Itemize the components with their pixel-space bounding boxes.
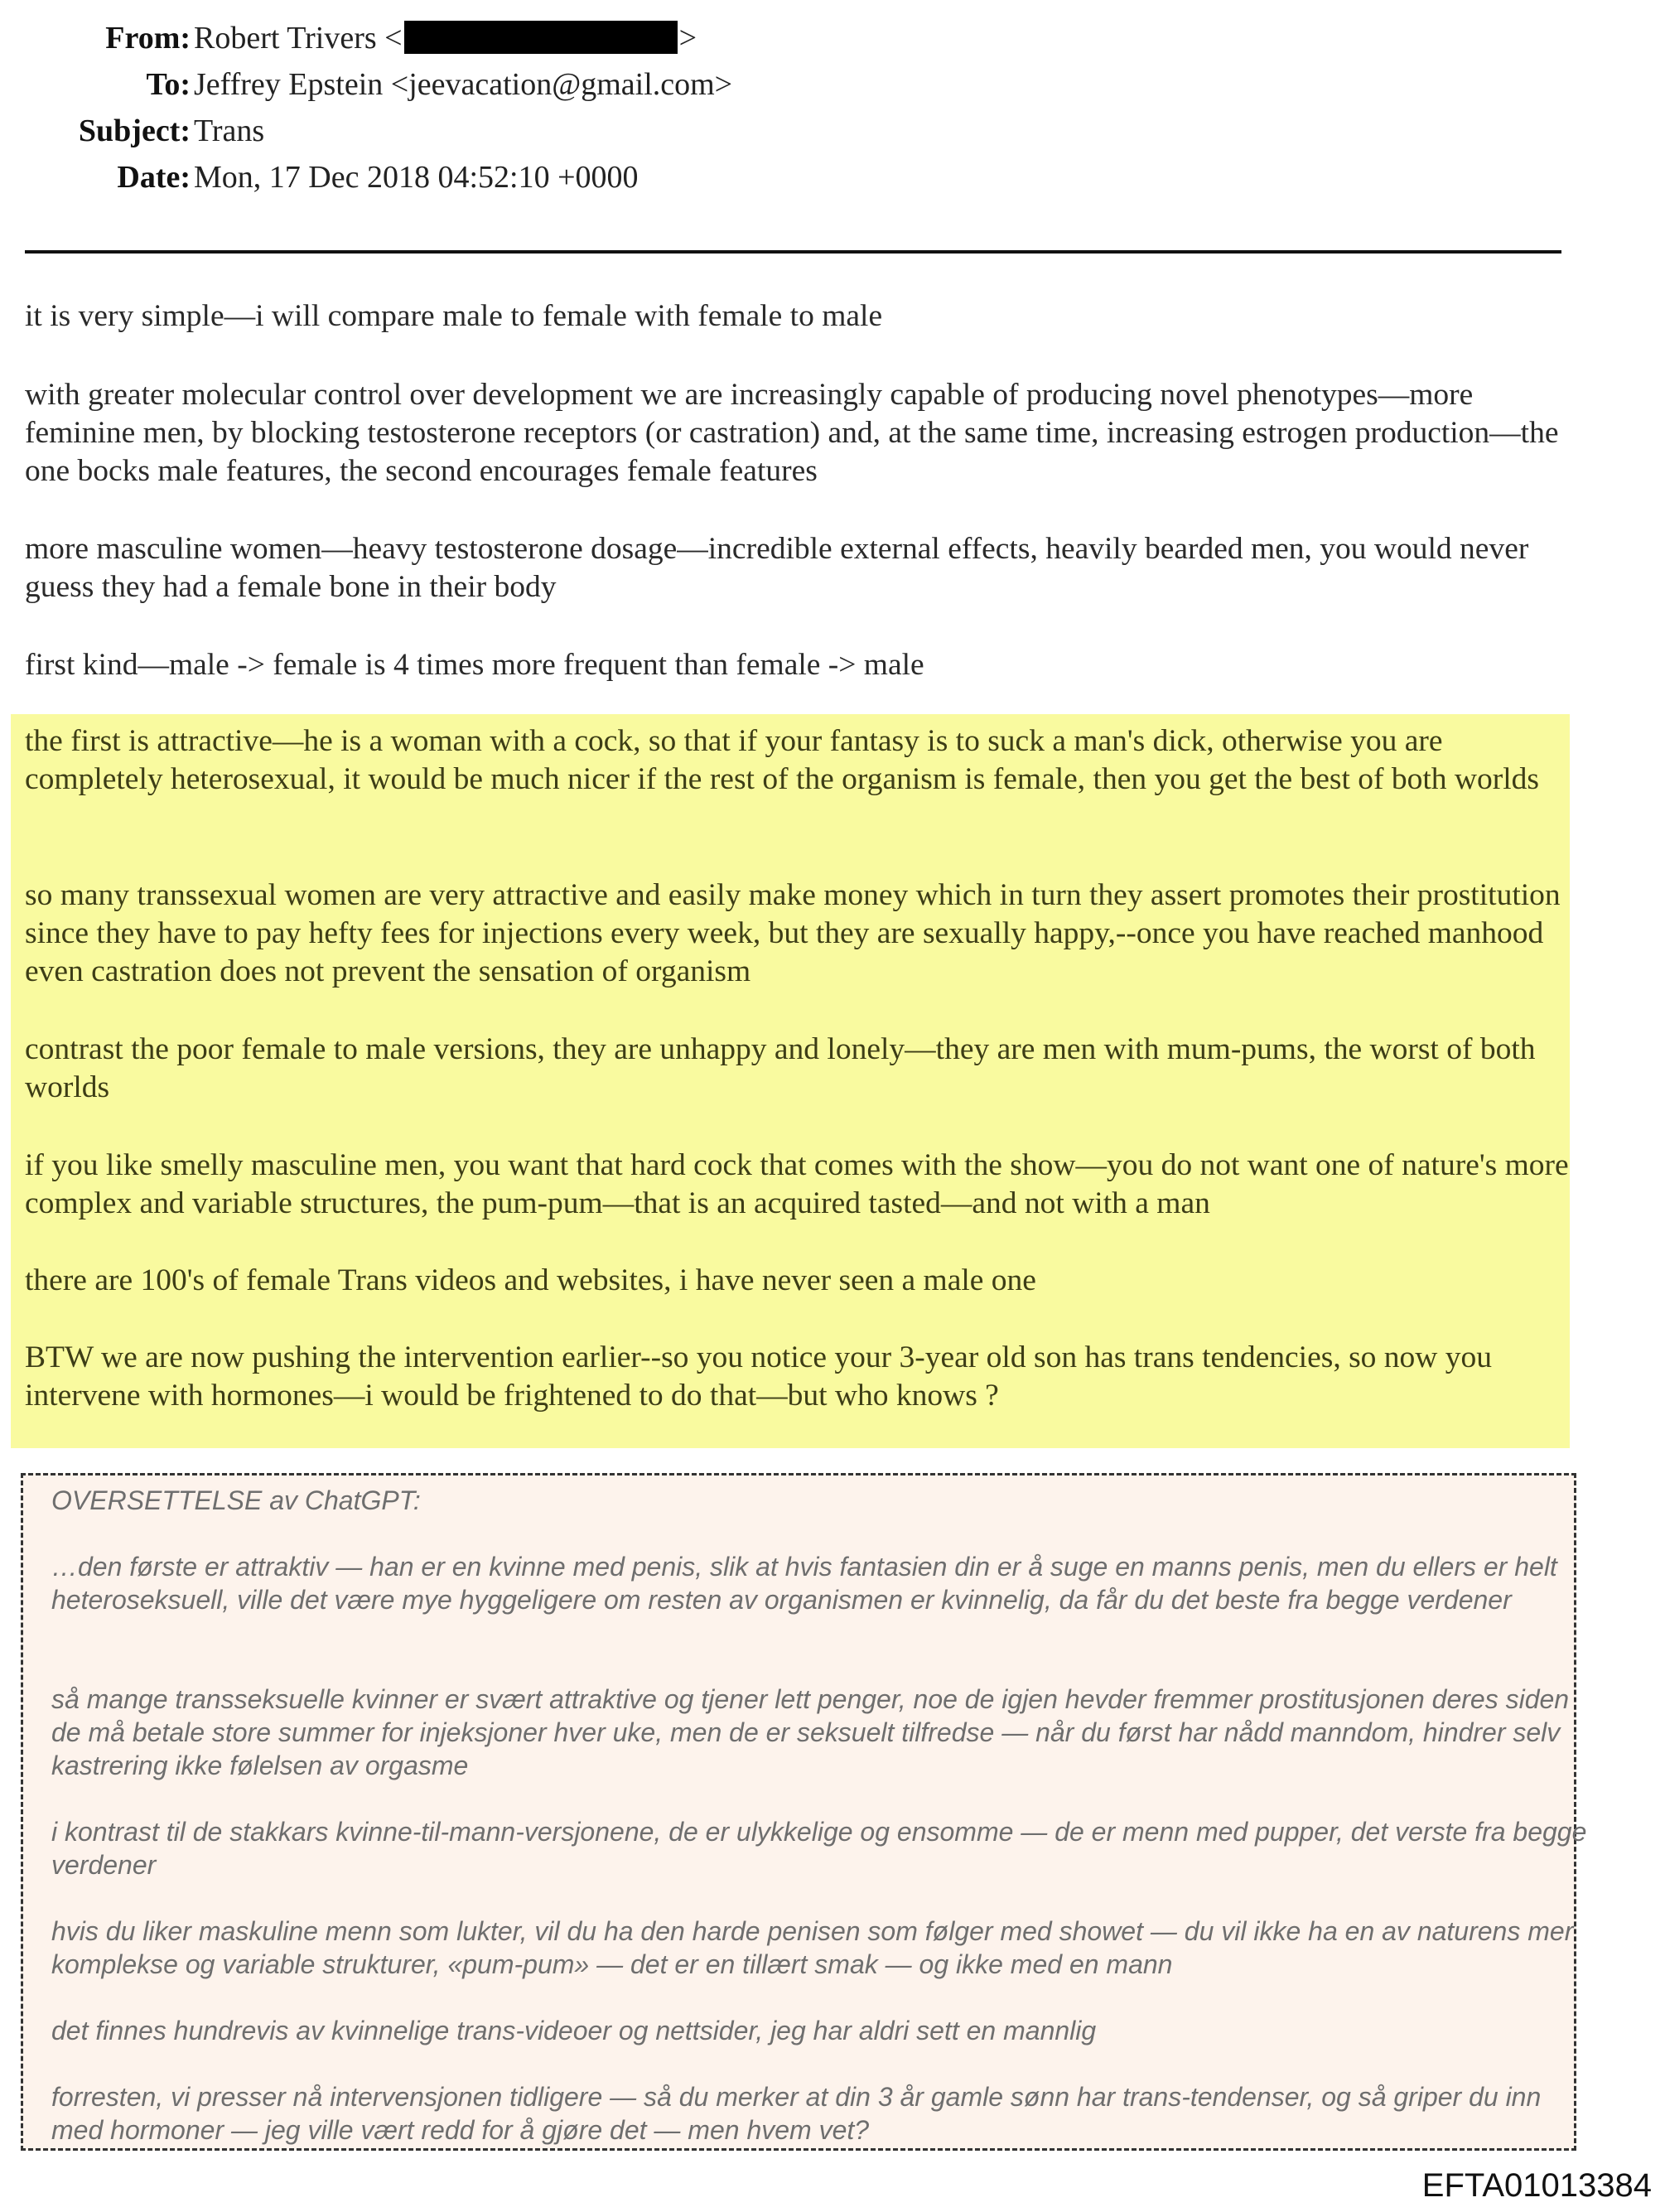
translation-paragraph: hvis du liker maskuline menn som lukter, vil du ha den harde penisen som følger med showet — du vil ikke ha en av naturens mer komplekse og variable strukturer, «pum-pum» — det er en tillært smak — og ikke med en mann — [51, 1916, 1574, 1979]
highlighted-paragraph: BTW we are now pushing the intervention earlier--so you notice your 3-year old son has trans tendencies, so now you intervene with hormones—i would be frightened to do that—but who knows ? — [25, 1340, 1493, 1413]
subject-label: Subject: — [78, 113, 191, 148]
subject-row — [0, 108, 1574, 154]
date-row — [0, 154, 1574, 200]
translation-heading: OVERSETTELSE av ChatGPT: — [51, 1485, 421, 1515]
translation-paragraph: forresten, vi presser nå intervensjonen tidligere — så du merker at din 3 år gamle sønn har trans-tendenser, og så griper du inn med hormoner — jeg ville vært redd for å gjøre det — men hvem vet? — [51, 2082, 1542, 2145]
redaction-bar — [404, 21, 678, 54]
from-row — [0, 15, 1574, 61]
translation-paragraph: …den første er attraktiv — han er en kvinne med penis, slik at hvis fantasien din er å suge en manns penis, men du ellers er helt heteroseksuell, ville det være mye hyggeligere om resten av organismen er kvinnelig, da får du det beste fra begge verdener — [51, 1552, 1557, 1615]
body-paragraph: it is very simple—i will compare male to female with female to male — [25, 299, 883, 333]
from-label: From: — [105, 21, 191, 56]
date-label: Date: — [117, 160, 191, 195]
body-paragraph: with greater molecular control over development we are increasingly capable of producing novel phenotypes—more feminine men, by blocking testosterone receptors (or castration) and, at the same time, increasing estrogen production—the one bocks male features, the second encourages female features — [25, 378, 1559, 488]
body-paragraph: more masculine women—heavy testosterone dosage—incredible external effects, heavily bearded men, you would never guess they had a female bone in their body — [25, 532, 1529, 604]
highlighted-paragraph: contrast the poor female to male versions, they are unhappy and lonely—they are men with mum-pums, the worst of both worlds — [25, 1032, 1536, 1104]
from-value — [194, 15, 697, 61]
highlighted-paragraph: so many transsexual women are very attractive and easily make money which in turn they assert promotes their prostitution since they have to pay hefty fees for injections every week, but they are sexually happy,--once you have reached manhood even castration does not prevent the sensation of organism — [25, 878, 1561, 988]
header-divider — [25, 250, 1561, 254]
document-id: EFTA01013384 — [1421, 2167, 1652, 2204]
translation-paragraph: så mange transseksuelle kvinner er svært attraktive og tjener lett penger, noe de igjen hevder fremmer prostitusjonen deres siden de må betale store summer for injeksjoner hver uke, men de er seksuelt tilfredse — når du først har nådd manndom, hindrer selv kastrering ikke følelsen av orgasme — [51, 1684, 1570, 1780]
from-close: > — [678, 21, 697, 56]
body-paragraph: first kind—male -> female is 4 times more frequent than female -> male — [25, 648, 924, 682]
translation-paragraph: i kontrast til de stakkars kvinne-til-mann-versjonene, de er ulykkelige og ensomme — de er menn med pupper, det verste fra begge verdener — [51, 1817, 1587, 1880]
translation-box — [21, 1473, 1587, 2151]
date-value: Mon, 17 Dec 2018 04:52:10 +0000 — [194, 160, 639, 195]
translation-paragraph: det finnes hundrevis av kvinnelige trans-videoer og nettsider, jeg har aldri sett en mannlig — [51, 2016, 1097, 2045]
to-row — [0, 61, 1574, 108]
to-value: Jeffrey Epstein <jeevacation@gmail.com> — [194, 67, 733, 102]
from-name: Robert Trivers < — [194, 21, 403, 56]
highlighted-paragraph: there are 100's of female Trans videos and websites, i have never seen a male one — [25, 1263, 1036, 1297]
highlighted-paragraph: if you like smelly masculine men, you want that hard cock that comes with the show—you do not want one of nature's more complex and variable structures, the pum-pum—that is an acquired tasted—and not with a man — [25, 1148, 1569, 1220]
to-label: To: — [146, 67, 191, 102]
highlighted-paragraph: the first is attractive—he is a woman with a cock, so that if your fantasy is to suck a man's dick, otherwise you are completely heterosexual, it would be much nicer if the rest of the organism is female, then you get the best of both worlds — [25, 724, 1539, 796]
subject-value: Trans — [194, 113, 265, 148]
